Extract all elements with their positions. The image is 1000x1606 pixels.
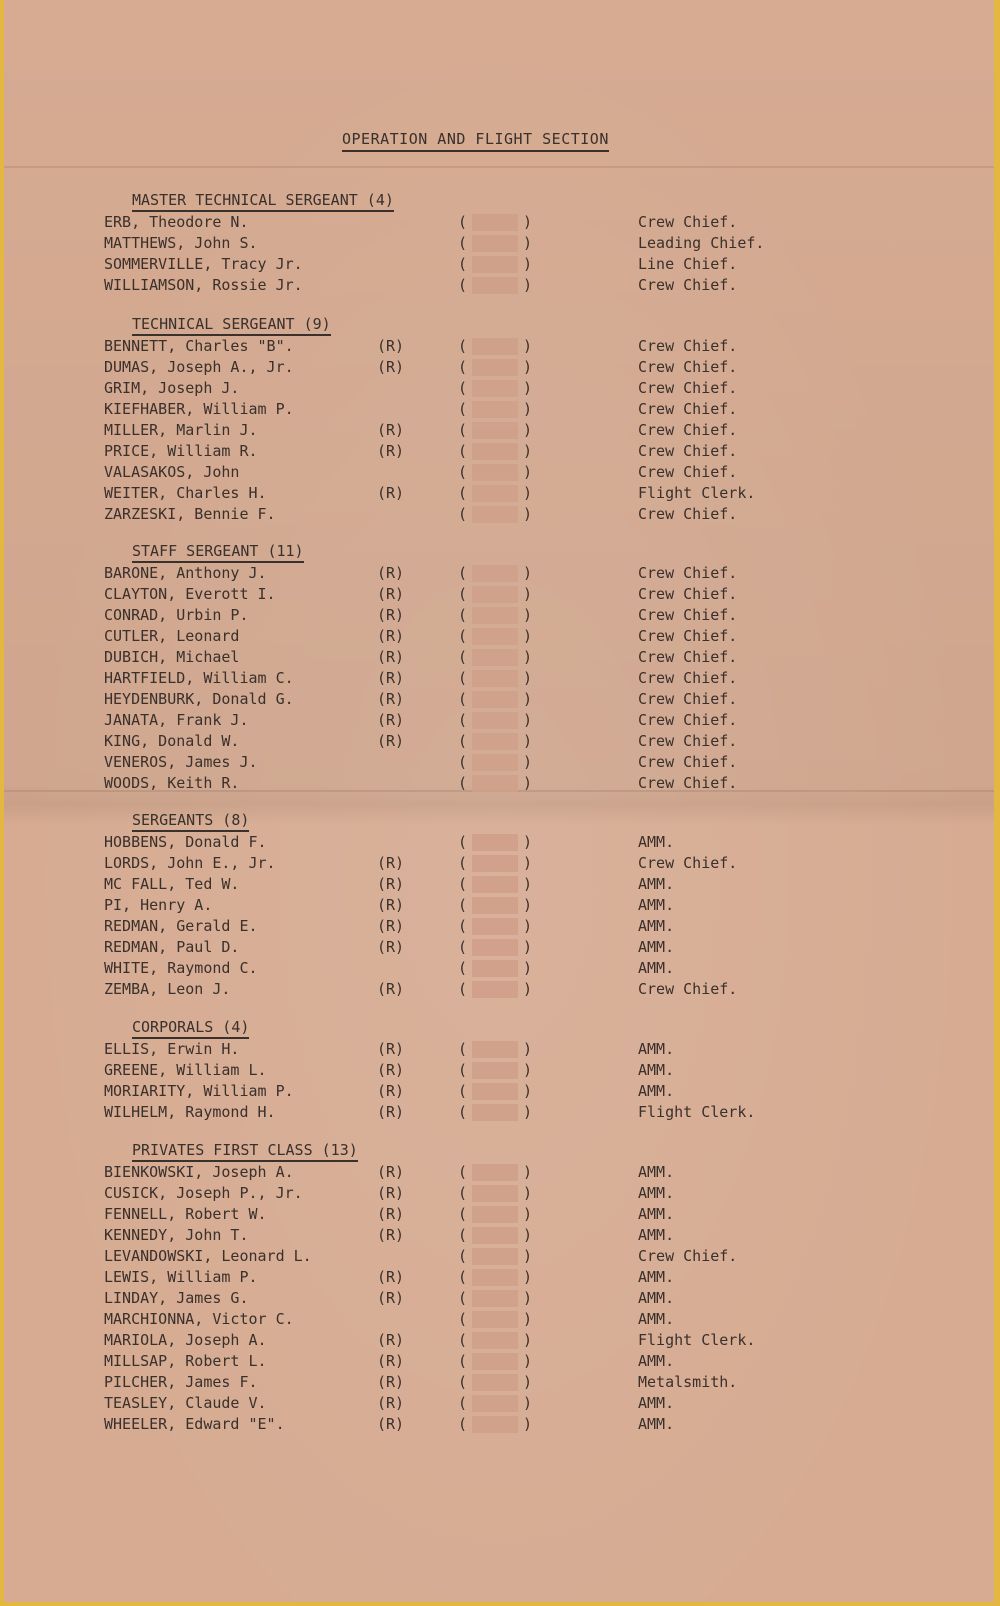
duty-assignment: Crew Chief. bbox=[638, 358, 738, 376]
roster-row bbox=[104, 979, 984, 1000]
reserve-mark: (R) bbox=[377, 1184, 405, 1202]
member-name: LEVANDOWSKI, Leonard L. bbox=[104, 1247, 312, 1265]
member-name: MATTHEWS, John S. bbox=[104, 234, 258, 252]
reserve-mark: (R) bbox=[377, 442, 405, 460]
roster-row bbox=[104, 1372, 984, 1393]
redacted-serial: ( ) bbox=[458, 753, 532, 771]
redacted-serial: ( ) bbox=[458, 400, 532, 418]
roster-row bbox=[104, 853, 984, 874]
roster-row bbox=[104, 1351, 984, 1372]
redacted-serial: ( ) bbox=[458, 606, 532, 624]
reserve-mark: (R) bbox=[377, 1082, 405, 1100]
duty-assignment: AMM. bbox=[638, 896, 675, 914]
member-name: LINDAY, James G. bbox=[104, 1289, 249, 1307]
roster-row bbox=[104, 916, 984, 937]
document-page bbox=[4, 0, 994, 1602]
fold-line bbox=[4, 166, 994, 168]
duty-assignment: Crew Chief. bbox=[638, 669, 738, 687]
roster-row bbox=[104, 689, 984, 710]
reserve-mark: (R) bbox=[377, 1373, 405, 1391]
roster-row bbox=[104, 731, 984, 752]
reserve-mark: (R) bbox=[377, 1103, 405, 1121]
reserve-mark: (R) bbox=[377, 648, 405, 666]
roster-row bbox=[104, 504, 984, 525]
duty-assignment: Flight Clerk. bbox=[638, 1331, 756, 1349]
duty-assignment: AMM. bbox=[638, 917, 675, 935]
roster-row bbox=[104, 958, 984, 979]
redacted-serial: ( ) bbox=[458, 1205, 532, 1223]
section-rows bbox=[104, 336, 984, 525]
duty-assignment: Crew Chief. bbox=[638, 711, 738, 729]
roster-row bbox=[104, 357, 984, 378]
duty-assignment: Crew Chief. bbox=[638, 690, 738, 708]
member-name: REDMAN, Gerald E. bbox=[104, 917, 258, 935]
duty-assignment: Crew Chief. bbox=[638, 379, 738, 397]
roster-row bbox=[104, 1414, 984, 1435]
redacted-serial: ( ) bbox=[458, 337, 532, 355]
member-name: WOODS, Keith R. bbox=[104, 774, 240, 792]
duty-assignment: Crew Chief. bbox=[638, 337, 738, 355]
member-name: PILCHER, James F. bbox=[104, 1373, 258, 1391]
redacted-serial: ( ) bbox=[458, 421, 532, 439]
roster-row bbox=[104, 1183, 984, 1204]
member-name: WEITER, Charles H. bbox=[104, 484, 267, 502]
section-rows bbox=[104, 212, 984, 296]
reserve-mark: (R) bbox=[377, 606, 405, 624]
duty-assignment: AMM. bbox=[638, 1310, 675, 1328]
roster-row bbox=[104, 254, 984, 275]
reserve-mark: (R) bbox=[377, 484, 405, 502]
redacted-serial: ( ) bbox=[458, 564, 532, 582]
roster-section bbox=[104, 314, 984, 525]
redacted-serial: ( ) bbox=[458, 379, 532, 397]
member-name: MARIOLA, Joseph A. bbox=[104, 1331, 267, 1349]
duty-assignment: Flight Clerk. bbox=[638, 484, 756, 502]
roster-section bbox=[104, 541, 984, 794]
duty-assignment: Crew Chief. bbox=[638, 648, 738, 666]
redacted-serial: ( ) bbox=[458, 833, 532, 851]
roster-row bbox=[104, 832, 984, 853]
duty-assignment: AMM. bbox=[638, 1352, 675, 1370]
section-heading: TECHNICAL SERGEANT (9) bbox=[132, 314, 331, 336]
member-name: PI, Henry A. bbox=[104, 896, 213, 914]
redacted-serial: ( ) bbox=[458, 648, 532, 666]
roster-row bbox=[104, 584, 984, 605]
duty-assignment: Crew Chief. bbox=[638, 442, 738, 460]
duty-assignment: Line Chief. bbox=[638, 255, 738, 273]
member-name: WILLIAMSON, Rossie Jr. bbox=[104, 276, 303, 294]
member-name: BENNETT, Charles "B". bbox=[104, 337, 294, 355]
reserve-mark: (R) bbox=[377, 1205, 405, 1223]
roster-row bbox=[104, 399, 984, 420]
roster-section bbox=[104, 810, 984, 1000]
member-name: TEASLEY, Claude V. bbox=[104, 1394, 267, 1412]
roster-section bbox=[104, 190, 984, 296]
duty-assignment: AMM. bbox=[638, 1394, 675, 1412]
redacted-serial: ( ) bbox=[458, 959, 532, 977]
member-name: GRIM, Joseph J. bbox=[104, 379, 240, 397]
duty-assignment: Crew Chief. bbox=[638, 400, 738, 418]
duty-assignment: Crew Chief. bbox=[638, 854, 738, 872]
roster-row bbox=[104, 275, 984, 296]
duty-assignment: AMM. bbox=[638, 1205, 675, 1223]
redacted-serial: ( ) bbox=[458, 1163, 532, 1181]
redacted-serial: ( ) bbox=[458, 1373, 532, 1391]
duty-assignment: AMM. bbox=[638, 1163, 675, 1181]
duty-assignment: Crew Chief. bbox=[638, 564, 738, 582]
reserve-mark: (R) bbox=[377, 1415, 405, 1433]
reserve-mark: (R) bbox=[377, 564, 405, 582]
reserve-mark: (R) bbox=[377, 585, 405, 603]
member-name: ERB, Theodore N. bbox=[104, 213, 249, 231]
redacted-serial: ( ) bbox=[458, 690, 532, 708]
reserve-mark: (R) bbox=[377, 1163, 405, 1181]
roster-row bbox=[104, 1060, 984, 1081]
duty-assignment: Crew Chief. bbox=[638, 421, 738, 439]
member-name: VENEROS, James J. bbox=[104, 753, 258, 771]
reserve-mark: (R) bbox=[377, 421, 405, 439]
member-name: HEYDENBURK, Donald G. bbox=[104, 690, 294, 708]
roster-row bbox=[104, 1204, 984, 1225]
reserve-mark: (R) bbox=[377, 896, 405, 914]
roster-row bbox=[104, 336, 984, 357]
member-name: WHEELER, Edward "E". bbox=[104, 1415, 285, 1433]
duty-assignment: AMM. bbox=[638, 1040, 675, 1058]
redacted-serial: ( ) bbox=[458, 896, 532, 914]
member-name: MARCHIONNA, Victor C. bbox=[104, 1310, 294, 1328]
member-name: KIEFHABER, William P. bbox=[104, 400, 294, 418]
member-name: WHITE, Raymond C. bbox=[104, 959, 258, 977]
member-name: HARTFIELD, William C. bbox=[104, 669, 294, 687]
member-name: SOMMERVILLE, Tracy Jr. bbox=[104, 255, 303, 273]
member-name: MORIARITY, William P. bbox=[104, 1082, 294, 1100]
member-name: ZEMBA, Leon J. bbox=[104, 980, 231, 998]
redacted-serial: ( ) bbox=[458, 585, 532, 603]
member-name: MC FALL, Ted W. bbox=[104, 875, 240, 893]
section-heading: PRIVATES FIRST CLASS (13) bbox=[132, 1140, 358, 1162]
roster-row bbox=[104, 462, 984, 483]
member-name: LEWIS, William P. bbox=[104, 1268, 258, 1286]
roster-row bbox=[104, 1102, 984, 1123]
redacted-serial: ( ) bbox=[458, 255, 532, 273]
member-name: BIENKOWSKI, Joseph A. bbox=[104, 1163, 294, 1181]
roster-row bbox=[104, 212, 984, 233]
redacted-serial: ( ) bbox=[458, 442, 532, 460]
member-name: ELLIS, Erwin H. bbox=[104, 1040, 240, 1058]
reserve-mark: (R) bbox=[377, 854, 405, 872]
duty-assignment: AMM. bbox=[638, 1289, 675, 1307]
member-name: MILLSAP, Robert L. bbox=[104, 1352, 267, 1370]
roster-row bbox=[104, 1330, 984, 1351]
duty-assignment: AMM. bbox=[638, 1082, 675, 1100]
section-heading: SERGEANTS (8) bbox=[132, 810, 249, 832]
member-name: JANATA, Frank J. bbox=[104, 711, 249, 729]
reserve-mark: (R) bbox=[377, 358, 405, 376]
roster-row bbox=[104, 895, 984, 916]
redacted-serial: ( ) bbox=[458, 774, 532, 792]
redacted-serial: ( ) bbox=[458, 980, 532, 998]
member-name: FENNELL, Robert W. bbox=[104, 1205, 267, 1223]
reserve-mark: (R) bbox=[377, 875, 405, 893]
reserve-mark: (R) bbox=[377, 337, 405, 355]
duty-assignment: Flight Clerk. bbox=[638, 1103, 756, 1121]
roster-row bbox=[104, 1039, 984, 1060]
redacted-serial: ( ) bbox=[458, 276, 532, 294]
roster-row bbox=[104, 233, 984, 254]
roster-row bbox=[104, 1267, 984, 1288]
duty-assignment: Crew Chief. bbox=[638, 627, 738, 645]
member-name: VALASAKOS, John bbox=[104, 463, 240, 481]
duty-assignment: Leading Chief. bbox=[638, 234, 765, 252]
member-name: PRICE, William R. bbox=[104, 442, 258, 460]
reserve-mark: (R) bbox=[377, 690, 405, 708]
reserve-mark: (R) bbox=[377, 938, 405, 956]
redacted-serial: ( ) bbox=[458, 1247, 532, 1265]
duty-assignment: Crew Chief. bbox=[638, 463, 738, 481]
member-name: HOBBENS, Donald F. bbox=[104, 833, 267, 851]
section-heading: MASTER TECHNICAL SERGEANT (4) bbox=[132, 190, 394, 212]
redacted-serial: ( ) bbox=[458, 1103, 532, 1121]
redacted-serial: ( ) bbox=[458, 875, 532, 893]
redacted-serial: ( ) bbox=[458, 505, 532, 523]
duty-assignment: AMM. bbox=[638, 875, 675, 893]
section-heading: STAFF SERGEANT (11) bbox=[132, 541, 304, 563]
reserve-mark: (R) bbox=[377, 1394, 405, 1412]
member-name: DUBICH, Michael bbox=[104, 648, 240, 666]
roster-row bbox=[104, 773, 984, 794]
section-rows bbox=[104, 563, 984, 794]
member-name: GREENE, William L. bbox=[104, 1061, 267, 1079]
redacted-serial: ( ) bbox=[458, 1352, 532, 1370]
member-name: MILLER, Marlin J. bbox=[104, 421, 258, 439]
redacted-serial: ( ) bbox=[458, 234, 532, 252]
member-name: DUMAS, Joseph A., Jr. bbox=[104, 358, 294, 376]
member-name: KING, Donald W. bbox=[104, 732, 240, 750]
member-name: LORDS, John E., Jr. bbox=[104, 854, 276, 872]
reserve-mark: (R) bbox=[377, 732, 405, 750]
reserve-mark: (R) bbox=[377, 917, 405, 935]
section-heading: CORPORALS (4) bbox=[132, 1017, 249, 1039]
reserve-mark: (R) bbox=[377, 669, 405, 687]
redacted-serial: ( ) bbox=[458, 1394, 532, 1412]
roster-row bbox=[104, 420, 984, 441]
duty-assignment: Crew Chief. bbox=[638, 980, 738, 998]
redacted-serial: ( ) bbox=[458, 1310, 532, 1328]
redacted-serial: ( ) bbox=[458, 1082, 532, 1100]
page-title: OPERATION AND FLIGHT SECTION bbox=[342, 130, 609, 152]
reserve-mark: (R) bbox=[377, 1040, 405, 1058]
redacted-serial: ( ) bbox=[458, 1061, 532, 1079]
roster-row bbox=[104, 1225, 984, 1246]
member-name: KENNEDY, John T. bbox=[104, 1226, 249, 1244]
duty-assignment: AMM. bbox=[638, 833, 675, 851]
member-name: CUTLER, Leonard bbox=[104, 627, 240, 645]
duty-assignment: AMM. bbox=[638, 1226, 675, 1244]
redacted-serial: ( ) bbox=[458, 1184, 532, 1202]
redacted-serial: ( ) bbox=[458, 732, 532, 750]
duty-assignment: AMM. bbox=[638, 938, 675, 956]
member-name: WILHELM, Raymond H. bbox=[104, 1103, 276, 1121]
reserve-mark: (R) bbox=[377, 1061, 405, 1079]
roster-section bbox=[104, 1140, 984, 1435]
duty-assignment: Crew Chief. bbox=[638, 732, 738, 750]
redacted-serial: ( ) bbox=[458, 1331, 532, 1349]
roster-row bbox=[104, 1309, 984, 1330]
reserve-mark: (R) bbox=[377, 1226, 405, 1244]
reserve-mark: (R) bbox=[377, 1268, 405, 1286]
redacted-serial: ( ) bbox=[458, 484, 532, 502]
duty-assignment: Crew Chief. bbox=[638, 505, 738, 523]
redacted-serial: ( ) bbox=[458, 1289, 532, 1307]
redacted-serial: ( ) bbox=[458, 938, 532, 956]
roster-row bbox=[104, 1246, 984, 1267]
duty-assignment: Crew Chief. bbox=[638, 276, 738, 294]
redacted-serial: ( ) bbox=[458, 358, 532, 376]
member-name: BARONE, Anthony J. bbox=[104, 564, 267, 582]
redacted-serial: ( ) bbox=[458, 1040, 532, 1058]
redacted-serial: ( ) bbox=[458, 1226, 532, 1244]
member-name: REDMAN, Paul D. bbox=[104, 938, 240, 956]
duty-assignment: Crew Chief. bbox=[638, 753, 738, 771]
duty-assignment: AMM. bbox=[638, 1061, 675, 1079]
roster-row bbox=[104, 563, 984, 584]
duty-assignment: AMM. bbox=[638, 959, 675, 977]
roster-row bbox=[104, 874, 984, 895]
roster-row bbox=[104, 710, 984, 731]
member-name: ZARZESKI, Bennie F. bbox=[104, 505, 276, 523]
roster-row bbox=[104, 605, 984, 626]
redacted-serial: ( ) bbox=[458, 854, 532, 872]
redacted-serial: ( ) bbox=[458, 711, 532, 729]
duty-assignment: Crew Chief. bbox=[638, 213, 738, 231]
roster-row bbox=[104, 1288, 984, 1309]
roster-row bbox=[104, 937, 984, 958]
roster-row bbox=[104, 378, 984, 399]
roster-row bbox=[104, 752, 984, 773]
duty-assignment: Crew Chief. bbox=[638, 1247, 738, 1265]
roster-row bbox=[104, 626, 984, 647]
reserve-mark: (R) bbox=[377, 1289, 405, 1307]
duty-assignment: AMM. bbox=[638, 1184, 675, 1202]
member-name: CONRAD, Urbin P. bbox=[104, 606, 249, 624]
roster-section bbox=[104, 1017, 984, 1123]
reserve-mark: (R) bbox=[377, 1352, 405, 1370]
reserve-mark: (R) bbox=[377, 627, 405, 645]
reserve-mark: (R) bbox=[377, 1331, 405, 1349]
roster-row bbox=[104, 668, 984, 689]
member-name: CLAYTON, Everott I. bbox=[104, 585, 276, 603]
redacted-serial: ( ) bbox=[458, 917, 532, 935]
duty-assignment: Crew Chief. bbox=[638, 585, 738, 603]
roster-row bbox=[104, 1393, 984, 1414]
duty-assignment: Crew Chief. bbox=[638, 774, 738, 792]
roster-row bbox=[104, 647, 984, 668]
reserve-mark: (R) bbox=[377, 711, 405, 729]
reserve-mark: (R) bbox=[377, 980, 405, 998]
duty-assignment: Crew Chief. bbox=[638, 606, 738, 624]
redacted-serial: ( ) bbox=[458, 213, 532, 231]
duty-assignment: AMM. bbox=[638, 1415, 675, 1433]
section-rows bbox=[104, 1039, 984, 1123]
roster-row bbox=[104, 1162, 984, 1183]
redacted-serial: ( ) bbox=[458, 1415, 532, 1433]
roster-row bbox=[104, 1081, 984, 1102]
redacted-serial: ( ) bbox=[458, 463, 532, 481]
redacted-serial: ( ) bbox=[458, 669, 532, 687]
redacted-serial: ( ) bbox=[458, 1268, 532, 1286]
redacted-serial: ( ) bbox=[458, 627, 532, 645]
roster-row bbox=[104, 441, 984, 462]
member-name: CUSICK, Joseph P., Jr. bbox=[104, 1184, 303, 1202]
section-rows bbox=[104, 1162, 984, 1435]
duty-assignment: Metalsmith. bbox=[638, 1373, 738, 1391]
duty-assignment: AMM. bbox=[638, 1268, 675, 1286]
section-rows bbox=[104, 832, 984, 1000]
roster-row bbox=[104, 483, 984, 504]
